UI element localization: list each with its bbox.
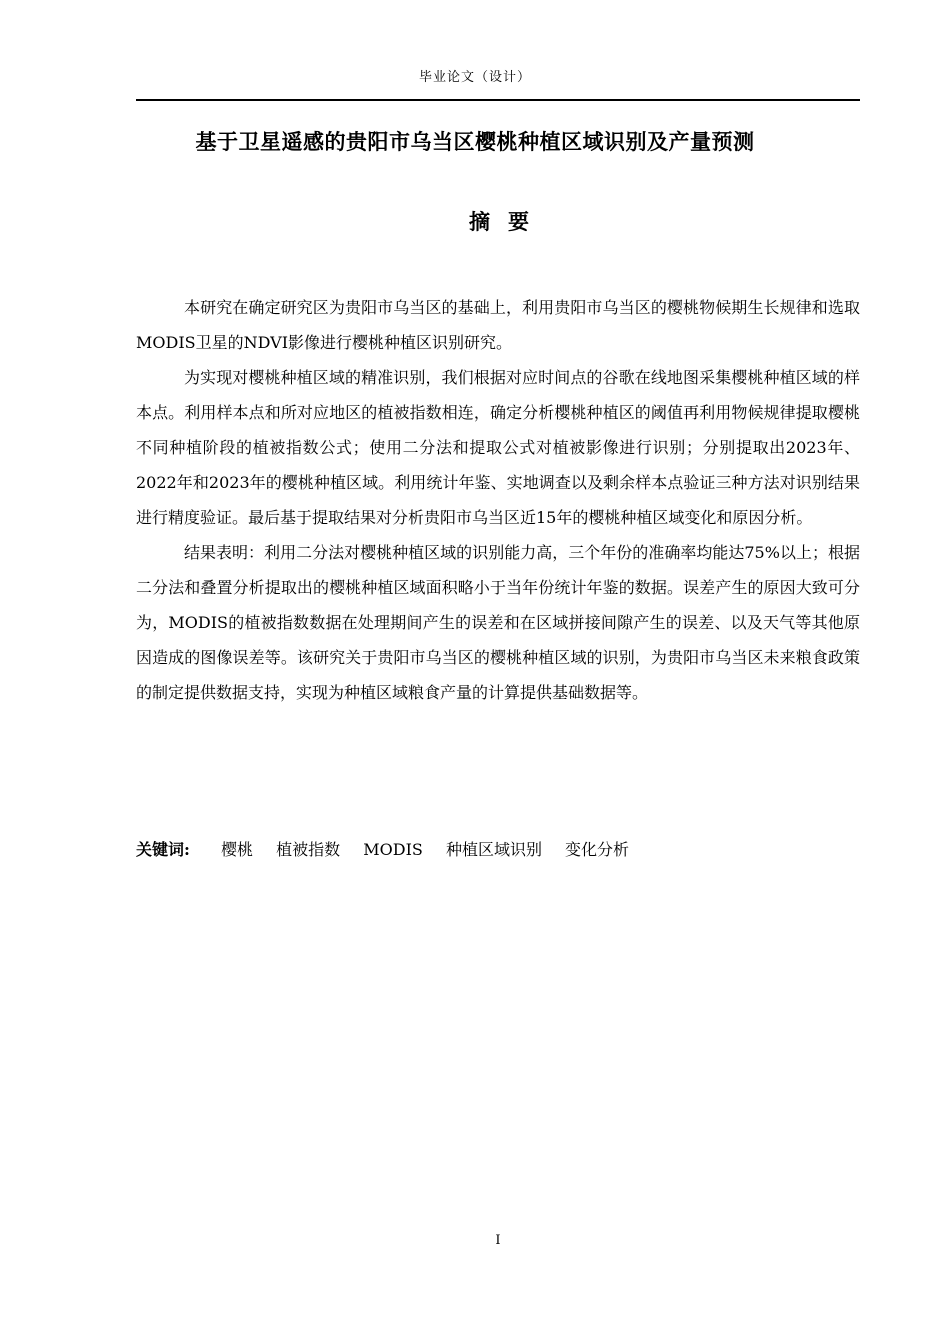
keywords-line	[136, 832, 860, 867]
keyword-item: MODIS	[363, 840, 423, 859]
keyword-item: 种植区域识别	[445, 840, 542, 859]
keyword-item: 变化分析	[565, 840, 630, 859]
running-header: 毕业论文（设计）	[418, 70, 531, 85]
keyword-item: 植被指数	[276, 840, 341, 859]
page-number: I	[495, 1233, 501, 1248]
keyword-item: 樱桃	[221, 840, 254, 859]
keywords-label: 关键词:	[136, 840, 190, 859]
abstract-paragraph-2: 为实现对樱桃种植区域的精准识别，我们根据对应时间点的谷歌在线地图采集樱桃种植区域的样本点。利用样本点和所对应地区的植被指数相连，确定分析樱桃种植区的阈值再利用物候规律提取樱桃不同种植阶段的植被指数公式；使用二分法和提取公式对植被影像进行识别；分别提取出2023年、2022年和2023年的樱桃种植区域。利用统计年鉴、实地调查以及剩余样本点验证三种方法对识别结果进行精度验证。最后基于提取结果对分析贵阳市乌当区近15年的樱桃种植区域变化和原因分析。	[136, 368, 860, 527]
abstract-heading: 摘要	[469, 209, 547, 234]
abstract-body	[136, 290, 860, 710]
paper-title: 基于卫星遥感的贵阳市乌当区樱桃种植区域识别及产量预测	[195, 129, 755, 154]
header-divider	[136, 99, 860, 101]
abstract-paragraph-1: 本研究在确定研究区为贵阳市乌当区的基础上，利用贵阳市乌当区的樱桃物候期生长规律和选取MODIS卫星的NDVI影像进行樱桃种植区识别研究。	[136, 298, 860, 352]
abstract-paragraph-3: 结果表明：利用二分法对樱桃种植区域的识别能力高，三个年份的准确率均能达75%以上；根据二分法和叠置分析提取出的樱桃种植区域面积略小于当年份统计年鉴的数据。误差产生的原因大致可分为，MODIS的植被指数数据在处理期间产生的误差和在区域拼接间隙产生的误差、以及天气等其他原因造成的图像误差等。该研究关于贵阳市乌当区的樱桃种植区域的识别，为贵阳市乌当区未来粮食政策的制定提供数据支持，实现为种植区域粮食产量的计算提供基础数据等。	[136, 543, 860, 702]
